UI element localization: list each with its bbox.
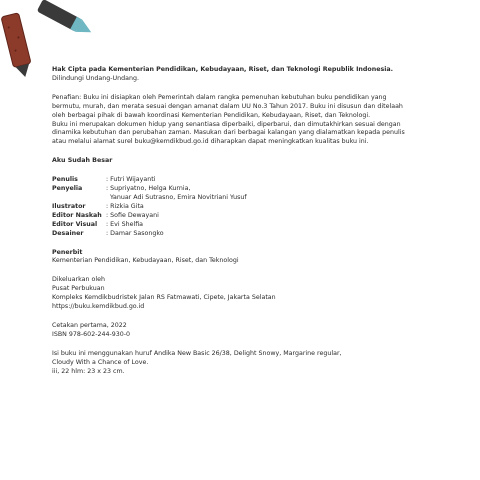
disclaimer-line: bermutu, murah, dan merata sesuai dengan amanat dalam UU No.3 Tahun 2017. Buku ini disusun dan ditelaah — [52, 102, 403, 110]
credit-value-line: : Evi Shelfia — [106, 220, 144, 228]
credit-value — [106, 203, 247, 212]
credits-table — [52, 176, 247, 238]
book-dimensions: iii, 22 hlm: 23 x 23 cm. — [52, 367, 125, 375]
disclaimer-line: Penafian: Buku ini disiapkan oleh Pemerintah dalam rangka pemenuhan kebutuhan buku pendidikan yang — [52, 93, 387, 101]
publisher-name: Kementerian Pendidikan, Kebudayaan, Riset, dan Teknologi — [52, 257, 239, 265]
disclaimer-line: oleh berbagai pihak di bawah koordinasi Kementerian Pendidikan, Kebudayaan, Riset, dan Teknologi. — [52, 111, 371, 119]
credit-label: Penyelia — [52, 185, 83, 193]
copyright-page — [52, 66, 432, 376]
credit-value-line: : Sofie Dewayani — [106, 211, 159, 219]
credit-value — [106, 185, 247, 203]
issuer-line: Pusat Perbukuan — [52, 285, 105, 293]
credit-label: Desainer — [52, 229, 84, 237]
credit-row — [52, 203, 247, 212]
issuer-line: Dikeluarkan oleh — [52, 276, 105, 284]
credit-label: Penulis — [52, 176, 78, 184]
credit-value — [106, 221, 247, 230]
edition-block — [52, 322, 432, 340]
edition-print: Cetakan pertama, 2022 — [52, 321, 127, 329]
crayon-blue-icon — [30, 0, 102, 40]
issuer-block — [52, 276, 432, 312]
crayon-red-icon — [0, 8, 34, 80]
credit-row — [52, 185, 247, 203]
disclaimer-line: Buku ini merupakan dokumen hidup yang senantiasa diperbaiki, diperbarui, dan dimutakhirkan sesuai dengan — [52, 120, 401, 128]
credit-value — [106, 230, 247, 239]
disclaimer-line: dinamika kebutuhan dan perubahan zaman. Masukan dari berbagai kalangan yang dialamatkan kepada penulis — [52, 129, 405, 137]
credit-value-line: Yanuar Adi Sutrasno, Emira Novitriani Yusuf — [106, 193, 247, 201]
credit-label: Editor Naskah — [52, 211, 102, 219]
copyright-title: Hak Cipta pada Kementerian Pendidikan, Kebudayaan, Riset, dan Teknologi Republik Indonesia. — [52, 66, 394, 73]
disclaimer-line: atau melalui alamat surel buku@kemdikbud.go.id diharapkan dapat meningkatkan kualitas buku ini. — [52, 138, 369, 146]
disclaimer-block — [52, 94, 432, 147]
typeface-line: Isi buku ini menggunakan huruf Andika New Basic 26/38, Delight Snowy, Margarine regular, — [52, 349, 342, 357]
credit-value — [106, 176, 247, 185]
credit-row — [52, 221, 247, 230]
credit-row — [52, 212, 247, 221]
issuer-url: https://buku.kemdikbud.go.id — [52, 303, 145, 311]
publisher-label: Penerbit — [52, 248, 83, 256]
credit-value-line: : Damar Sasongko — [106, 229, 164, 237]
credit-row — [52, 230, 247, 239]
isbn: ISBN 978-602-244-930-0 — [52, 330, 131, 338]
credit-value-line: : Futri Wijayanti — [106, 176, 156, 184]
credit-row — [52, 176, 247, 185]
credit-value-line: : Rizkia Gita — [106, 202, 144, 210]
typeface-line: Cloudy With a Chance of Love. — [52, 358, 149, 366]
credit-label: Editor Visual — [52, 220, 98, 228]
copyright-protected: Dilindungi Undang-Undang. — [52, 74, 139, 82]
issuer-line: Kompleks Kemdikbudristek Jalan RS Fatmawati, Cipete, Jakarta Selatan — [52, 294, 276, 302]
credit-value-line: : Supriyatno, Helga Kurnia, — [106, 185, 191, 193]
book-title: Aku Sudah Besar — [52, 157, 113, 165]
credit-label: Ilustrator — [52, 202, 86, 210]
typeface-block — [52, 350, 432, 377]
credit-value — [106, 212, 247, 221]
